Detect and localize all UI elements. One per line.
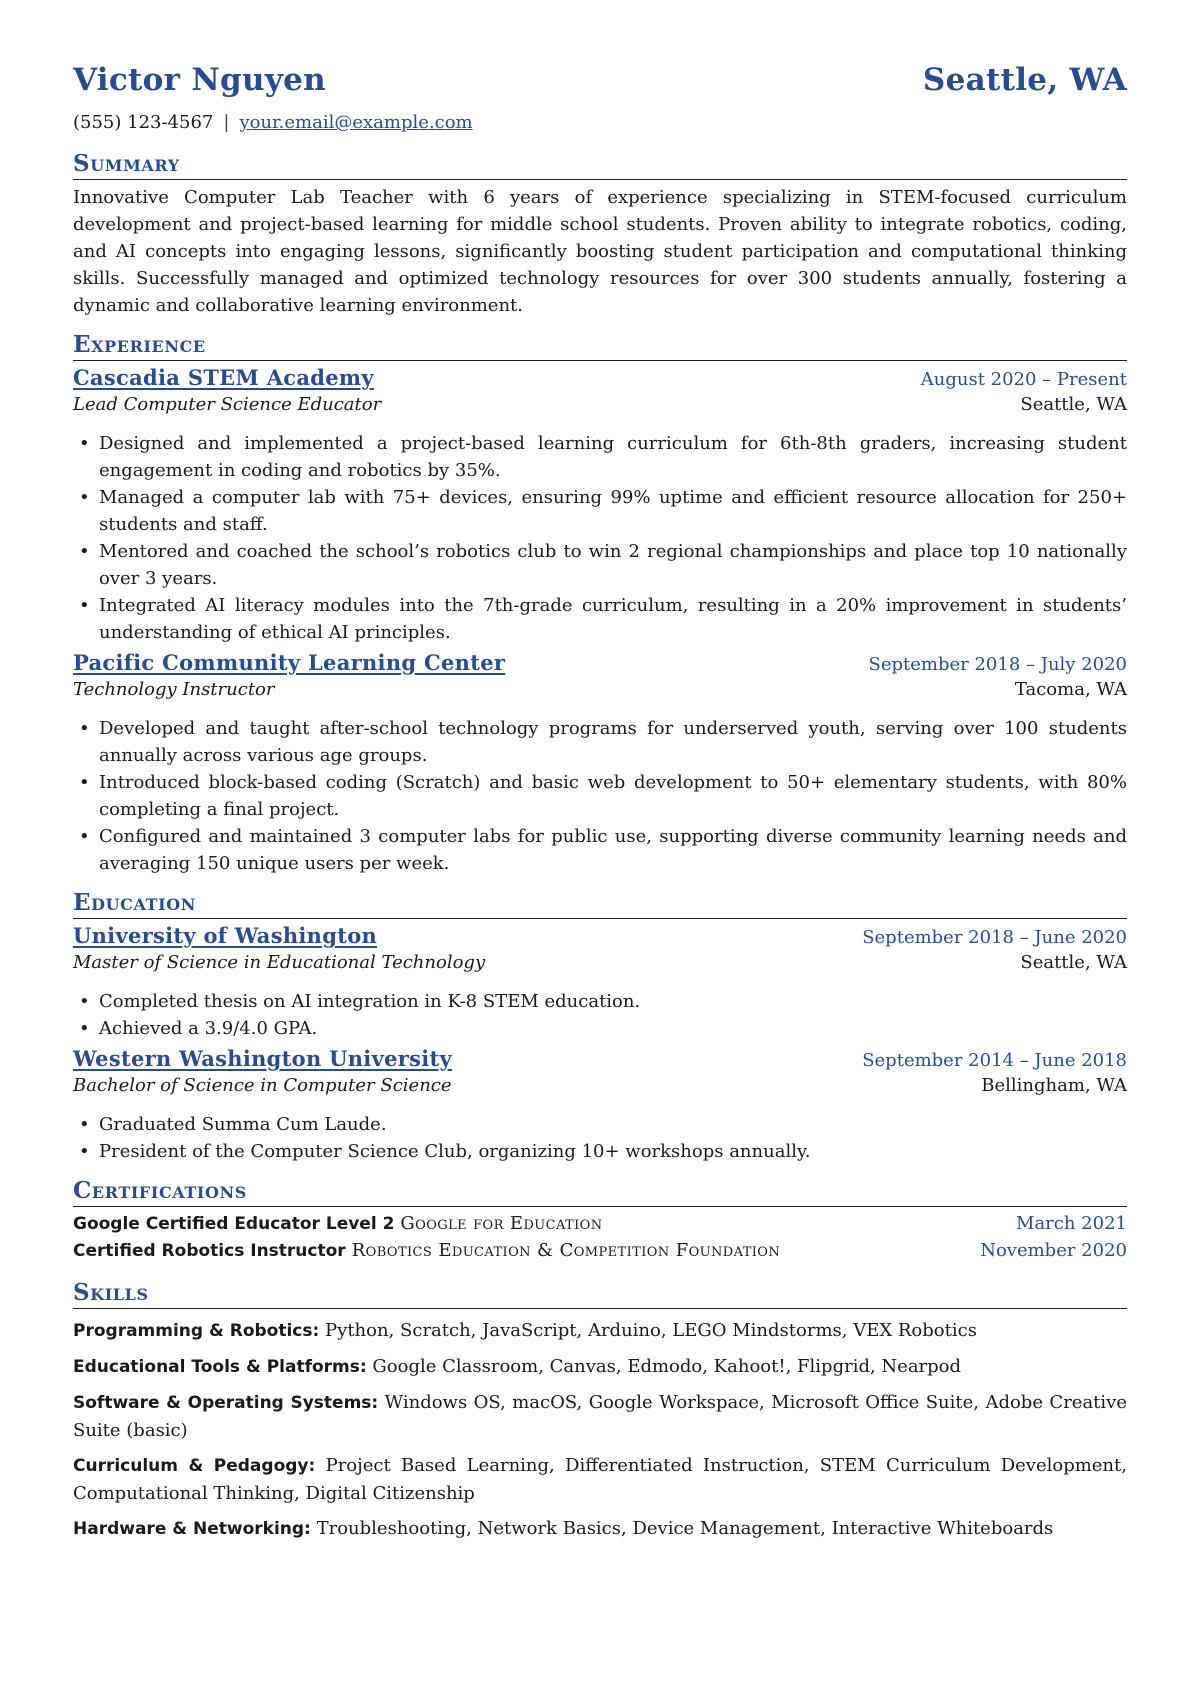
education-dates: September 2014 – June 2018 [862, 1050, 1127, 1071]
employer-name[interactable]: Pacific Community Learning Center [73, 650, 506, 675]
education-dates: September 2018 – June 2020 [862, 927, 1127, 948]
skill-row [73, 1317, 1127, 1345]
certification-label [73, 1240, 780, 1261]
bullet-item: • Designed and implemented a project-based learning curriculum for 6th-8th graders, increasing student engagement in coding and robotics by 35%. [99, 430, 1127, 484]
school-name[interactable]: University of Washington [73, 923, 378, 948]
employment-dates: September 2018 – July 2020 [868, 654, 1127, 675]
skill-row [73, 1389, 1127, 1444]
section-title-certifications: Certifications [73, 1177, 1127, 1207]
section-title-skills: Skills [73, 1279, 1127, 1309]
bullet-list [73, 988, 1127, 1042]
bullet-list [73, 715, 1127, 877]
entry-subheader [73, 1075, 1127, 1103]
certification-issuer: Robotics Education & Competition Foundation [351, 1240, 781, 1261]
candidate-name: Victor Nguyen [73, 62, 327, 98]
entry-subheader [73, 394, 1127, 422]
skill-row [73, 1452, 1127, 1507]
experience-entry [73, 650, 1127, 877]
certification-item [73, 1240, 1127, 1267]
skill-row [73, 1515, 1127, 1543]
section-title-summary: Summary [73, 150, 1127, 180]
certification-date: November 2020 [980, 1240, 1127, 1261]
skill-items: Troubleshooting, Network Basics, Device Management, Interactive Whiteboards [316, 1518, 1054, 1539]
skill-category: Software & Operating Systems: [73, 1393, 379, 1413]
skill-items: Project Based Learning, Differentiated Instruction, STEM Curriculum Development, Computational Thinking, Digital Citizenship [73, 1455, 1127, 1504]
bullet-list [73, 1111, 1127, 1165]
skill-category: Programming & Robotics: [73, 1321, 320, 1341]
resume-page [73, 62, 1127, 1543]
school-location: Bellingham, WA [981, 1075, 1127, 1096]
skill-category: Hardware & Networking: [73, 1519, 311, 1539]
skill-items: Windows OS, macOS, Google Workspace, Microsoft Office Suite, Adobe Creative Suite (basic) [73, 1392, 1127, 1441]
education-entry [73, 923, 1127, 1042]
skill-category: Educational Tools & Platforms: [73, 1357, 367, 1377]
entry-header [73, 1046, 1127, 1075]
contact-line [73, 112, 1127, 138]
bullet-item: • President of the Computer Science Club, organizing 10+ workshops annually. [99, 1138, 1127, 1165]
bullet-item: • Completed thesis on AI integration in K-8 STEM education. [99, 988, 1127, 1015]
entry-subheader [73, 952, 1127, 980]
bullet-item: • Mentored and coached the school’s robotics club to win 2 regional championships and place top 10 nationally over 3 years. [99, 538, 1127, 592]
job-title: Technology Instructor [73, 679, 275, 700]
bullet-list [73, 430, 1127, 646]
certification-label [73, 1213, 603, 1234]
skills-list [73, 1317, 1127, 1543]
certification-issuer: Google for Education [400, 1213, 603, 1234]
job-location: Tacoma, WA [1014, 679, 1127, 700]
bullet-item: • Achieved a 3.9/4.0 GPA. [99, 1015, 1127, 1042]
skill-category: Curriculum & Pedagogy: [73, 1456, 316, 1476]
certification-list [73, 1213, 1127, 1267]
bullet-item: • Managed a computer lab with 75+ devices, ensuring 99% uptime and efficient resource allocation for 250+ students and staff. [99, 484, 1127, 538]
phone-number: (555) 123-4567 [73, 112, 214, 133]
bullet-item: • Introduced block-based coding (Scratch) and basic web development to 50+ elementary students, with 80% completing a final project. [99, 769, 1127, 823]
employment-dates: August 2020 – Present [920, 369, 1127, 390]
degree-title: Master of Science in Educational Technology [73, 952, 486, 973]
school-name[interactable]: Western Washington University [73, 1046, 453, 1071]
email-link[interactable]: your.email@example.com [239, 112, 473, 133]
summary-text: Innovative Computer Lab Teacher with 6 years of experience specializing in STEM-focused curriculum development and project-based learning for middle school students. Proven ability to integrate robotics, coding, and AI concepts into engaging lessons, significantly boosting student participation and computational thinking skills. Successfully managed and optimized technology resources for over 300 students annually, fostering a dynamic and collaborative learning environment. [73, 187, 1127, 316]
bullet-item: • Developed and taught after-school technology programs for underserved youth, serving over 100 students annually across various age groups. [99, 715, 1127, 769]
education-entry [73, 1046, 1127, 1165]
employer-name[interactable]: Cascadia STEM Academy [73, 365, 374, 390]
job-location: Seattle, WA [1020, 394, 1127, 415]
skill-items: Python, Scratch, JavaScript, Arduino, LEGO Mindstorms, VEX Robotics [325, 1320, 977, 1341]
degree-title: Bachelor of Science in Computer Science [73, 1075, 452, 1096]
experience-entry [73, 365, 1127, 646]
bullet-item: • Integrated AI literacy modules into the 7th-grade curriculum, resulting in a 20% improvement in students’ understanding of ethical AI principles. [99, 592, 1127, 646]
certification-name: Certified Robotics Instructor [73, 1241, 346, 1261]
section-title-education: Education [73, 889, 1127, 919]
certification-item [73, 1213, 1127, 1240]
skill-row [73, 1353, 1127, 1381]
contact-separator: | [223, 112, 230, 133]
resume-header [73, 62, 1127, 104]
section-title-experience: Experience [73, 331, 1127, 361]
certification-date: March 2021 [1016, 1213, 1127, 1234]
bullet-item: • Configured and maintained 3 computer labs for public use, supporting diverse community learning needs and averaging 150 unique users per week. [99, 823, 1127, 877]
entry-header [73, 650, 1127, 679]
entry-header [73, 365, 1127, 394]
job-title: Lead Computer Science Educator [73, 394, 382, 415]
candidate-location: Seattle, WA [922, 62, 1127, 98]
entry-header [73, 923, 1127, 952]
bullet-item: • Graduated Summa Cum Laude. [99, 1111, 1127, 1138]
certification-name: Google Certified Educator Level 2 [73, 1214, 395, 1234]
entry-subheader [73, 679, 1127, 707]
skill-items: Google Classroom, Canvas, Edmodo, Kahoot!, Flipgrid, Nearpod [372, 1356, 962, 1377]
school-location: Seattle, WA [1020, 952, 1127, 973]
